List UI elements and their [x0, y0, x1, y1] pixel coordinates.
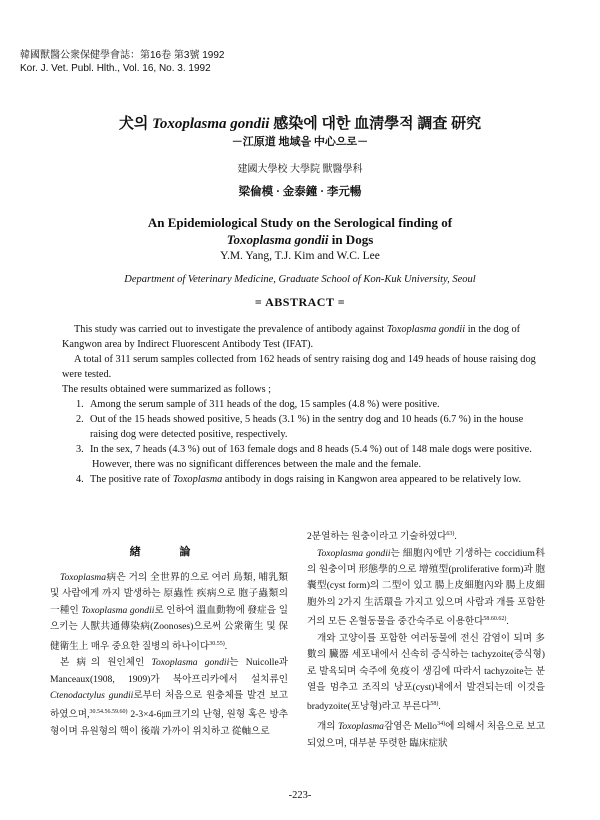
abstract-paragraph-3: The results obtained were summarized as follows ;: [62, 384, 272, 395]
result-number: 2.: [76, 414, 84, 425]
title-ko-post: 感染에 대한 血淸學적 調査 研究: [269, 116, 482, 132]
paragraph-text: 개와 고양이를 포함한 여러동물에 전신 감염이 되며 多數의 臟器 세포내에서 신속히 증식하는 tachyzoite(증식형)로 발육되며 숙주에 免疫이 생김에 따라서 tachyzoite는 분열을 멈추고 조직의 낭포(cyst)내에서 발견되는데 이것을 bradyzoite(포낭형)라고 부른다: [307, 632, 545, 713]
intro-paragraph-1: [50, 570, 288, 655]
results-list-cont: [62, 472, 538, 487]
intro-paragraph-5: [307, 716, 545, 752]
journal-header: [20, 50, 225, 75]
result-number: 4.: [76, 474, 84, 485]
paragraph-text: 개의: [317, 721, 338, 733]
title-en-rest: in Dogs: [328, 232, 374, 247]
result-number: 1.: [76, 399, 84, 410]
affiliation-korean: 建國大學校 大學院 獸醫學科: [237, 164, 363, 175]
paragraph-text: 에 의해서 처음으로 보고되었으며, 대부분 뚜렷한 臨床症狀: [307, 721, 545, 749]
department-affiliation: Department of Veterinary Medicine, Graduate School of Kon-Kuk University, Seoul: [124, 274, 476, 285]
intro-paragraph-2: [50, 655, 288, 740]
body-column-right: [307, 526, 545, 752]
title-ko-pre: 犬의: [118, 116, 153, 132]
result-text: In the sex, 7 heads (4.3 %) out of 163 female dogs and 8 heads (5.4 %) out of 148 male dogs were positive.: [90, 444, 532, 455]
body-column-left: [50, 570, 288, 740]
intro-paragraph-4: [307, 631, 545, 716]
abstract-body: [62, 322, 538, 487]
intro-paragraph-3: [307, 546, 545, 631]
paragraph-text: 病은 거의 全世界的으로 여러 鳥類, 哺乳類 및 사람에게 까지 발생하는 原蟲性 疾病으로 胞子蟲類의 一種인: [50, 572, 288, 616]
paragraph-text: 는 Nuicolle과 Manceaux(1908, 1909)가 북아프리카에서 설치류인: [50, 657, 288, 685]
paper-title-english: [0, 214, 600, 248]
intro-paragraph-cont: [307, 526, 545, 546]
abstract-paragraph-2: A total of 311 serum samples collected from 162 heads of sentry raising dog and 149 heads of house raising dog were tested.: [62, 354, 536, 380]
paragraph-text: .: [454, 531, 457, 543]
result-text-end: antibody in dogs raising in Kangwon area appeared to be relatively low.: [222, 474, 522, 485]
results-list: [62, 397, 538, 457]
paragraph-text: .: [438, 701, 441, 713]
species-name: Toxoplasma gondii: [81, 604, 155, 616]
title-en-line1: An Epidemiological Study on the Serological finding of: [147, 215, 453, 230]
paragraph-text: 2분열하는 원충이라고 기술하였다: [307, 531, 447, 543]
result-text: Out of the 15 heads showed positive, 5 heads (3.1 %) in the sentry dog and 10 heads (6.7 %) in the house raising dog were detected positive, respectively.: [90, 414, 524, 440]
title-ko-species: Toxoplasma gondii: [152, 116, 270, 132]
species-name: Toxoplasma: [60, 572, 107, 583]
citation-ref: 30.55): [209, 640, 225, 647]
result-item-3-note: However, there was no significant differences between the male and the female.: [92, 459, 422, 470]
abstract-heading: = ABSTRACT =: [254, 295, 346, 309]
citation-ref: 58.60.62): [483, 616, 507, 623]
citation-ref: 58): [430, 701, 439, 708]
abstract-p1-text: This study was carried out to investigate the prevalence of antibody against: [74, 324, 387, 335]
title-en-species: Toxoplasma gondii: [226, 232, 329, 247]
section-heading-introduction: 緖 論: [129, 546, 209, 558]
species-name: Ctenodactylus gundii: [50, 690, 134, 702]
abstract-p1-text-end: in the dog of Kangwon area by Indirect Fluorescent Antibody Test (IFAT).: [62, 324, 521, 350]
paper-subtitle-korean: －江原道 地域을 中心으로－: [231, 136, 369, 148]
authors-korean: 梁倫模 · 金泰鐘 · 李元暢: [238, 186, 362, 198]
result-text: Among the serum sample of 311 heads of the dog, 15 samples (4.8 %) were positive.: [90, 399, 440, 410]
result-species: Toxoplasma: [172, 474, 223, 485]
paper-title-korean: [0, 112, 600, 133]
abstract-paragraph-1: [62, 322, 538, 352]
page-number: -223-: [288, 790, 312, 801]
paragraph-text: 감염은 Mello: [383, 721, 438, 733]
result-number: 3.: [76, 444, 84, 455]
title-en-line2: [0, 231, 600, 248]
citation-ref: 63): [446, 531, 455, 537]
paragraph-text: 본 病의 원인체인: [60, 657, 152, 669]
result-item-2: [76, 412, 538, 442]
result-text: The positive rate of: [90, 474, 173, 485]
result-item-3: [76, 442, 538, 457]
paragraph-text: 는 細胞內에만 기생하는 coccidium科의 원충이며 形態學的으로 增殖型(proliferative form)과 胞囊型(cyst form)의 二型이 있고 腸上皮細胞內와 腸上皮細胞外의 2가지 生活環을 가지고 있으며 사람과 개를 포함한 거의 모든 온혈동물을 중간숙주로 이용한다: [307, 547, 545, 628]
citation-ref: 34): [437, 721, 446, 728]
paragraph-text: .: [224, 640, 228, 652]
journal-line-english: Kor. J. Vet. Publ. Hlth., Vol. 16, No. 3. 1992: [20, 62, 211, 74]
abstract-p1-species: Toxoplasma gondii: [386, 324, 466, 335]
species-name: Toxoplasma: [337, 721, 384, 733]
paragraph-text: 2-3×4-6㎛크기의 난형, 원형 혹은 방추형이며 유원형의 핵이 後端 가까이 위치하고 從軸으로: [50, 709, 288, 738]
journal-line-korean: 韓國獸醫公衆保健學會誌：第16卷 第3號 1992: [20, 50, 225, 61]
species-name: Toxoplasma gondii: [317, 547, 391, 559]
paragraph-text: 로부터 처음으로 원충체를 발견 보고하였으며,: [50, 690, 288, 721]
citation-ref: 30.54.56.59.60): [89, 709, 128, 716]
result-item-4: [76, 472, 538, 487]
species-name: Toxoplasma gondii: [151, 657, 230, 669]
authors-english: Y.M. Yang, T.J. Kim and W.C. Lee: [220, 250, 380, 262]
result-item-1: [76, 397, 538, 412]
paragraph-text: 로 인하여 溫血動物에 發症을 일으키는 人獸共通傳染病(Zoonoses)으로써 公衆衛生 및 保健衛生上 매우 중요한 질병의 하나이다: [50, 604, 289, 652]
paragraph-text: .: [506, 616, 509, 628]
